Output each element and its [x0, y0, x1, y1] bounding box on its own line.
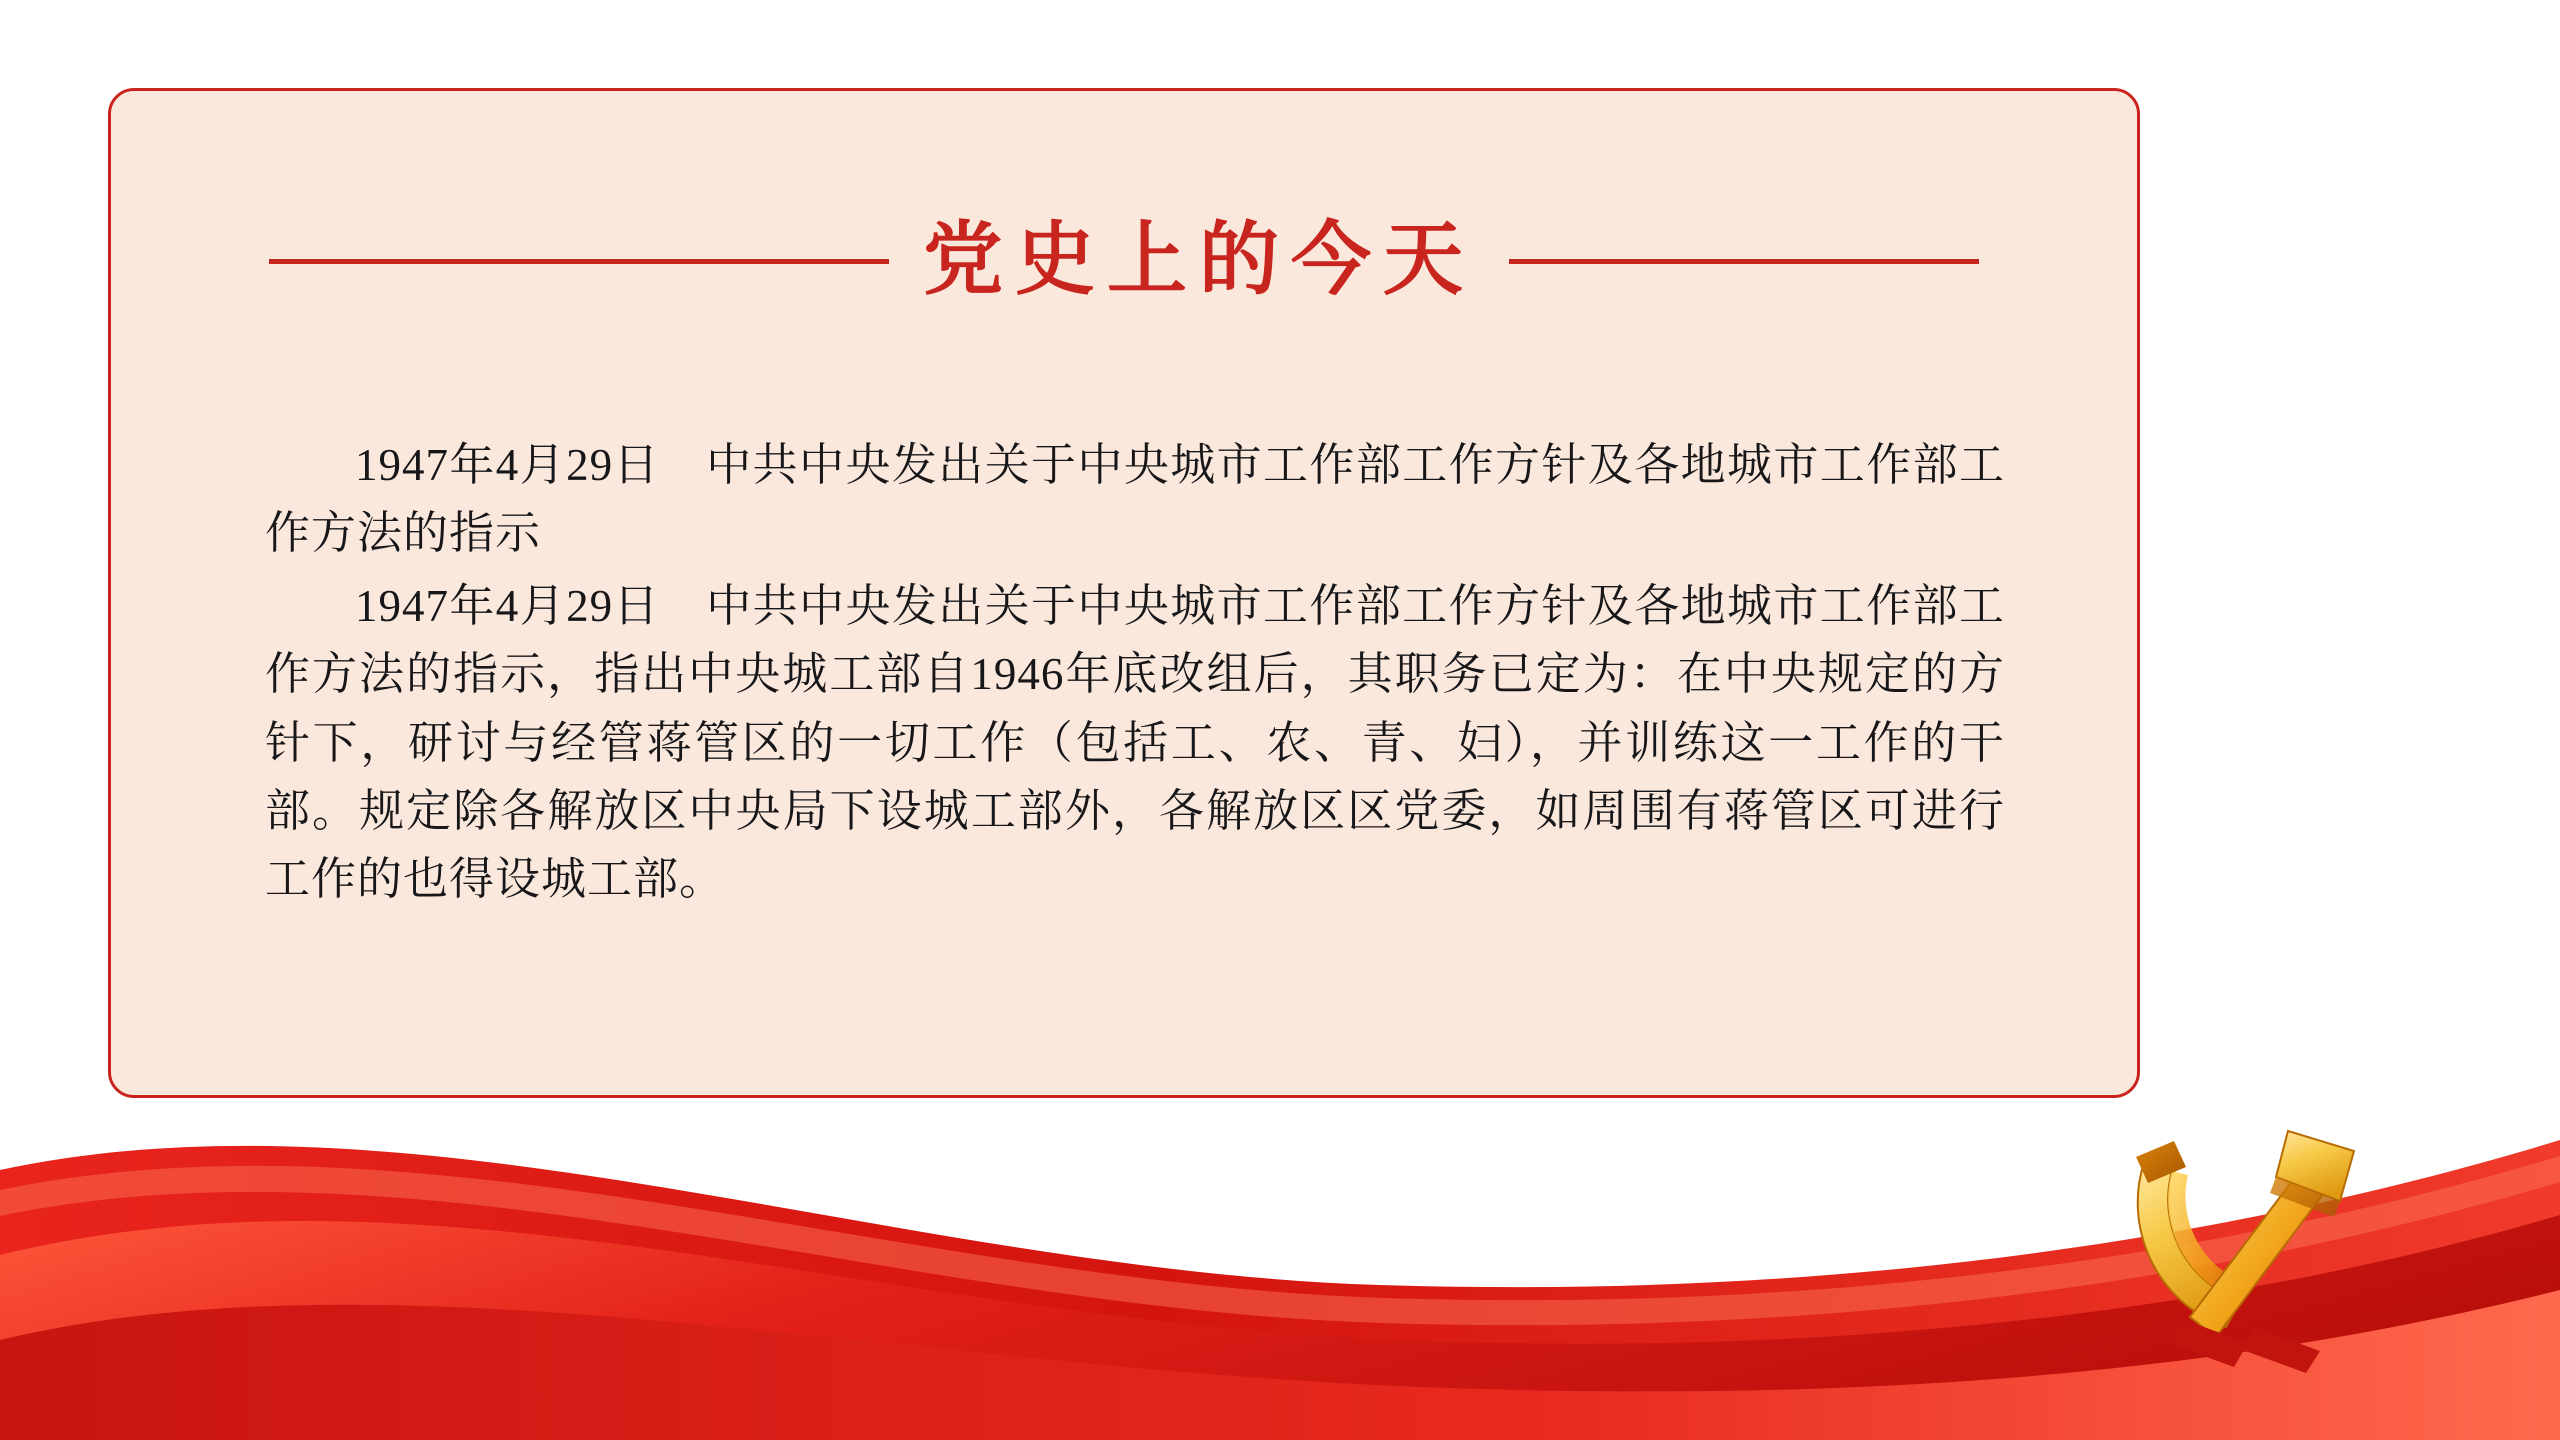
hammer-and-sickle-emblem — [2090, 1095, 2390, 1385]
title-row — [111, 217, 2137, 305]
page-title: 党史上的今天 — [923, 217, 1475, 305]
paragraph-1: 1947年4月29日 中共中央发出关于中央城市工作部工作方针及各地城市工作部工作方法的指示 — [265, 440, 2005, 559]
title-rule-right — [1509, 259, 1979, 264]
emblem-svg — [2090, 1095, 2390, 1385]
paragraph-2: 1947年4月29日 中共中央发出关于中央城市工作部工作方针及各地城市工作部工作方法的指示，指出中央城工部自1946年底改组后，其职务已定为：在中央规定的方针下，研讨与经管蒋管区的一切工作（包括工、农、青、妇），并训练这一工作的干部。规定除各解放区中央局下设城工部外，各解放区区党委，如周围有蒋管区可进行工作的也得设城工部。 — [265, 580, 2005, 905]
body-text — [265, 431, 2005, 918]
content-card — [108, 88, 2140, 1098]
title-rule-left — [269, 259, 889, 264]
